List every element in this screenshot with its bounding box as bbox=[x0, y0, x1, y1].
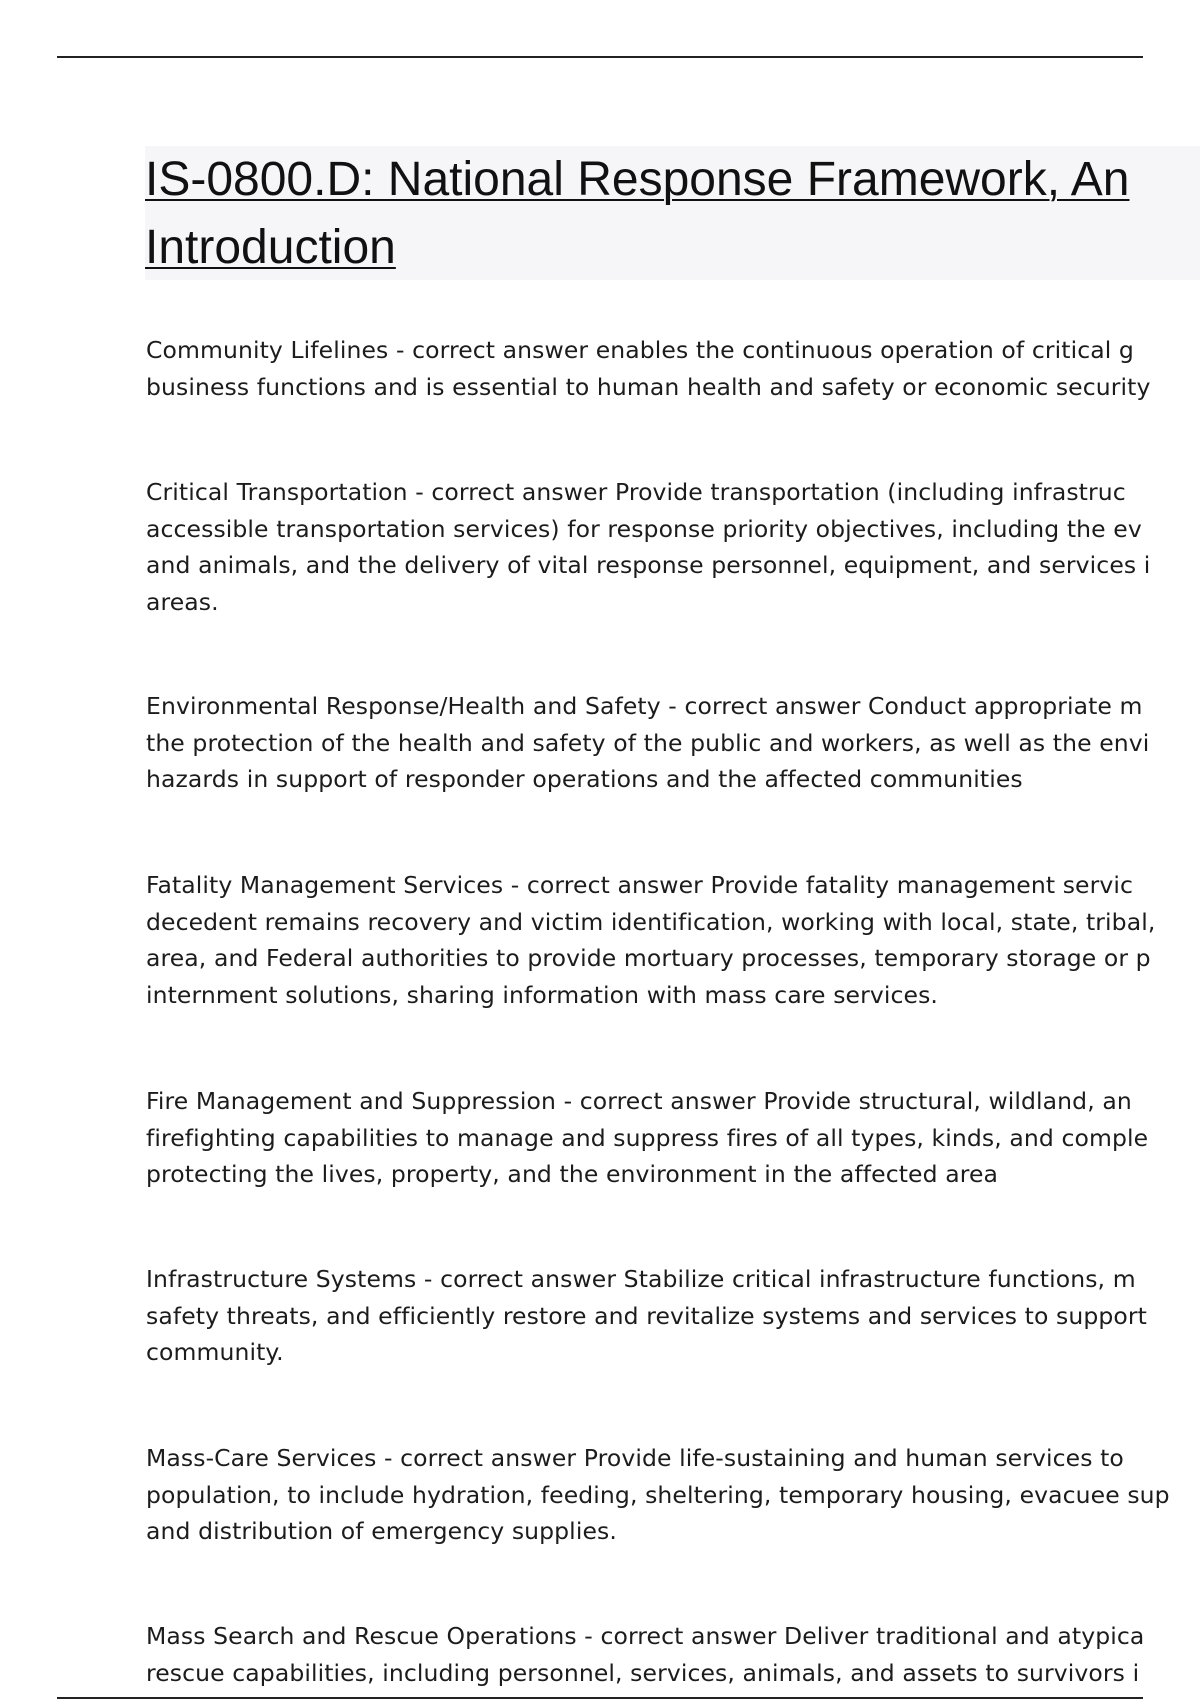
entry-line: hazards in support of responder operations and the affected communities bbox=[146, 765, 1023, 793]
entry-line: safety threats, and efficiently restore and revitalize systems and services to support bbox=[146, 1301, 1147, 1330]
entry-line: Mass-Care Services - correct answer Provide life-sustaining and human services to bbox=[146, 1444, 1124, 1472]
entry-fatality-management bbox=[146, 867, 1200, 1013]
entry-mass-search-and-rescue bbox=[146, 1618, 1200, 1691]
entry-line: Mass Search and Rescue Operations - correct answer Deliver traditional and atypica bbox=[146, 1622, 1145, 1650]
entry-line: Infrastructure Systems - correct answer Stabilize critical infrastructure functions, m bbox=[146, 1265, 1136, 1293]
entry-line: community. bbox=[146, 1338, 284, 1366]
title-line-2: Introduction bbox=[145, 221, 396, 274]
entry-line: the protection of the health and safety of the public and workers, as well as the envi bbox=[146, 728, 1150, 757]
entry-mass-care-services bbox=[146, 1440, 1200, 1550]
footer-rule bbox=[57, 1697, 1143, 1699]
entry-line: Community Lifelines - correct answer enables the continuous operation of critical g bbox=[146, 336, 1134, 364]
entry-line: population, to include hydration, feeding, sheltering, temporary housing, evacuee sup bbox=[146, 1480, 1170, 1509]
entry-line: accessible transportation services) for response priority objectives, including the ev bbox=[146, 514, 1142, 543]
entry-line: rescue capabilities, including personnel, services, animals, and assets to survivors i bbox=[146, 1658, 1140, 1687]
entry-environmental-response bbox=[146, 688, 1200, 798]
entry-line: firefighting capabilities to manage and suppress fires of all types, kinds, and comple bbox=[146, 1123, 1149, 1152]
entry-line: and distribution of emergency supplies. bbox=[146, 1517, 617, 1545]
entry-line: Environmental Response/Health and Safety - correct answer Conduct appropriate m bbox=[146, 692, 1143, 720]
entry-line: areas. bbox=[146, 587, 219, 616]
entry-line: Critical Transportation - correct answer Provide transportation (including infrastruc bbox=[146, 478, 1126, 506]
header-rule bbox=[57, 56, 1143, 58]
entry-community-lifelines bbox=[146, 332, 1200, 405]
entry-line: Fatality Management Services - correct answer Provide fatality management servic bbox=[146, 871, 1134, 899]
title-line-1: IS-0800.D: National Response Framework, An bbox=[145, 153, 1130, 206]
entry-line: business functions and is essential to human health and safety or economic security bbox=[146, 372, 1151, 401]
entry-line: area, and Federal authorities to provide mortuary processes, temporary storage or p bbox=[146, 944, 1151, 972]
entry-line: internment solutions, sharing information with mass care services. bbox=[146, 980, 938, 1009]
entry-critical-transportation bbox=[146, 474, 1200, 620]
entry-line: Fire Management and Suppression - correct answer Provide structural, wildland, an bbox=[146, 1087, 1132, 1115]
entry-infrastructure-systems bbox=[146, 1261, 1200, 1371]
page-title bbox=[145, 146, 1200, 282]
entry-line: protecting the lives, property, and the environment in the affected area bbox=[146, 1160, 999, 1188]
entry-line: and animals, and the delivery of vital response personnel, equipment, and services i bbox=[146, 551, 1151, 579]
entry-line: decedent remains recovery and victim identification, working with local, state, tribal, bbox=[146, 907, 1156, 936]
entry-fire-management bbox=[146, 1083, 1200, 1193]
